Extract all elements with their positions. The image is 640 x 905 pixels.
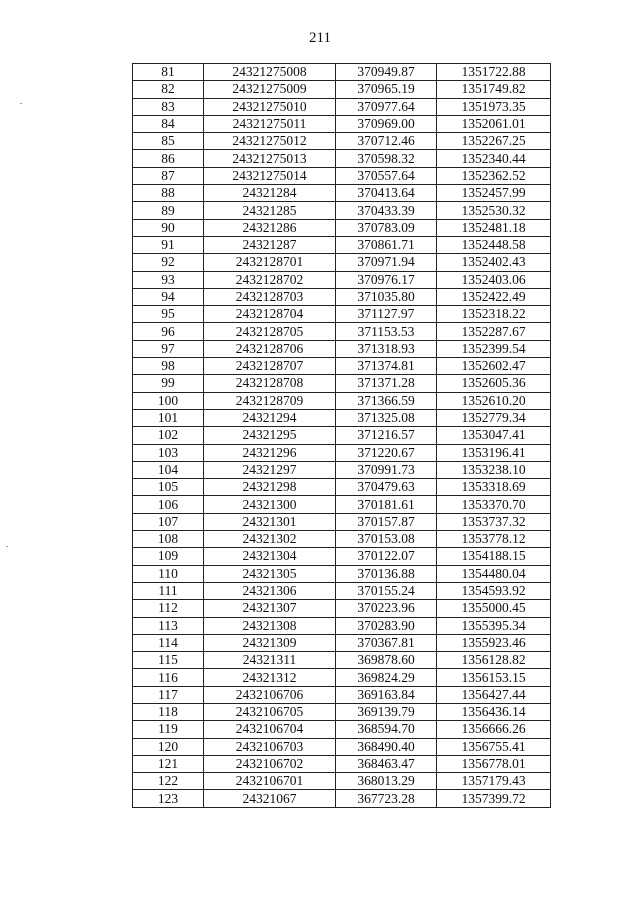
x-coordinate-cell: 370977.64 [336, 98, 437, 115]
point-number-cell: 92 [133, 254, 204, 271]
point-number-cell: 99 [133, 375, 204, 392]
x-coordinate-cell: 370976.17 [336, 271, 437, 288]
point-number-cell: 114 [133, 634, 204, 651]
point-number-cell: 118 [133, 703, 204, 720]
table-row [133, 306, 551, 323]
point-number-cell: 86 [133, 150, 204, 167]
y-coordinate-cell: 1352448.58 [437, 236, 551, 253]
point-number-cell: 103 [133, 444, 204, 461]
table-row [133, 582, 551, 599]
point-id-cell: 24321285 [204, 202, 336, 219]
point-id-cell: 24321304 [204, 548, 336, 565]
table-row [133, 167, 551, 184]
point-number-cell: 87 [133, 167, 204, 184]
point-number-cell: 94 [133, 288, 204, 305]
point-number-cell: 120 [133, 738, 204, 755]
y-coordinate-cell: 1352481.18 [437, 219, 551, 236]
point-number-cell: 100 [133, 392, 204, 409]
table-row [133, 202, 551, 219]
x-coordinate-cell: 371127.97 [336, 306, 437, 323]
table-row [133, 219, 551, 236]
x-coordinate-cell: 370433.39 [336, 202, 437, 219]
y-coordinate-cell: 1352610.20 [437, 392, 551, 409]
table-row [133, 790, 551, 807]
point-number-cell: 101 [133, 409, 204, 426]
point-number-cell: 81 [133, 64, 204, 81]
y-coordinate-cell: 1352340.44 [437, 150, 551, 167]
y-coordinate-cell: 1352362.52 [437, 167, 551, 184]
y-coordinate-cell: 1354188.15 [437, 548, 551, 565]
y-coordinate-cell: 1351722.88 [437, 64, 551, 81]
table-row [133, 721, 551, 738]
table-row [133, 358, 551, 375]
table-row [133, 288, 551, 305]
point-id-cell: 24321275009 [204, 81, 336, 98]
table-row [133, 271, 551, 288]
table-row [133, 686, 551, 703]
point-number-cell: 121 [133, 755, 204, 772]
y-coordinate-cell: 1352061.01 [437, 115, 551, 132]
y-coordinate-cell: 1353047.41 [437, 427, 551, 444]
point-id-cell: 24321275014 [204, 167, 336, 184]
point-id-cell: 24321287 [204, 236, 336, 253]
y-coordinate-cell: 1353238.10 [437, 461, 551, 478]
table-row [133, 461, 551, 478]
point-number-cell: 97 [133, 340, 204, 357]
table-row [133, 323, 551, 340]
table-row [133, 185, 551, 202]
y-coordinate-cell: 1356128.82 [437, 652, 551, 669]
x-coordinate-cell: 370949.87 [336, 64, 437, 81]
point-number-cell: 96 [133, 323, 204, 340]
table-row [133, 600, 551, 617]
table-row [133, 409, 551, 426]
x-coordinate-cell: 370157.87 [336, 513, 437, 530]
x-coordinate-cell: 368490.40 [336, 738, 437, 755]
point-id-cell: 24321275011 [204, 115, 336, 132]
point-number-cell: 113 [133, 617, 204, 634]
point-id-cell: 2432128701 [204, 254, 336, 271]
table-row [133, 652, 551, 669]
table-row [133, 340, 551, 357]
table-row [133, 392, 551, 409]
point-id-cell: 24321309 [204, 634, 336, 651]
point-number-cell: 83 [133, 98, 204, 115]
point-id-cell: 2432106706 [204, 686, 336, 703]
point-id-cell: 24321275012 [204, 133, 336, 150]
point-number-cell: 95 [133, 306, 204, 323]
point-id-cell: 2432106701 [204, 773, 336, 790]
point-id-cell: 2432106705 [204, 703, 336, 720]
y-coordinate-cell: 1351973.35 [437, 98, 551, 115]
x-coordinate-cell: 370783.09 [336, 219, 437, 236]
scan-mark [6, 546, 8, 547]
y-coordinate-cell: 1355395.34 [437, 617, 551, 634]
point-id-cell: 24321295 [204, 427, 336, 444]
y-coordinate-cell: 1352422.49 [437, 288, 551, 305]
x-coordinate-cell: 370367.81 [336, 634, 437, 651]
x-coordinate-cell: 369824.29 [336, 669, 437, 686]
table-row [133, 773, 551, 790]
point-id-cell: 24321312 [204, 669, 336, 686]
table-row [133, 81, 551, 98]
point-id-cell: 24321297 [204, 461, 336, 478]
point-number-cell: 108 [133, 531, 204, 548]
y-coordinate-cell: 1352457.99 [437, 185, 551, 202]
point-id-cell: 24321308 [204, 617, 336, 634]
y-coordinate-cell: 1353370.70 [437, 496, 551, 513]
point-number-cell: 88 [133, 185, 204, 202]
x-coordinate-cell: 370223.96 [336, 600, 437, 617]
page-number: 211 [309, 30, 331, 46]
y-coordinate-cell: 1353737.32 [437, 513, 551, 530]
x-coordinate-cell: 370122.07 [336, 548, 437, 565]
x-coordinate-cell: 368594.70 [336, 721, 437, 738]
y-coordinate-cell: 1354480.04 [437, 565, 551, 582]
x-coordinate-cell: 370181.61 [336, 496, 437, 513]
y-coordinate-cell: 1352402.43 [437, 254, 551, 271]
point-id-cell: 24321300 [204, 496, 336, 513]
point-number-cell: 123 [133, 790, 204, 807]
y-coordinate-cell: 1352530.32 [437, 202, 551, 219]
table-row [133, 150, 551, 167]
x-coordinate-cell: 371153.53 [336, 323, 437, 340]
point-id-cell: 2432128702 [204, 271, 336, 288]
x-coordinate-cell: 370136.88 [336, 565, 437, 582]
point-id-cell: 2432106702 [204, 755, 336, 772]
y-coordinate-cell: 1356436.14 [437, 703, 551, 720]
y-coordinate-cell: 1352779.34 [437, 409, 551, 426]
x-coordinate-cell: 369878.60 [336, 652, 437, 669]
point-number-cell: 91 [133, 236, 204, 253]
point-id-cell: 2432128703 [204, 288, 336, 305]
point-id-cell: 2432128707 [204, 358, 336, 375]
table-row [133, 444, 551, 461]
x-coordinate-cell: 371220.67 [336, 444, 437, 461]
point-id-cell: 24321298 [204, 479, 336, 496]
point-id-cell: 2432128706 [204, 340, 336, 357]
y-coordinate-cell: 1356427.44 [437, 686, 551, 703]
table-row [133, 236, 551, 253]
y-coordinate-cell: 1355923.46 [437, 634, 551, 651]
point-id-cell: 24321296 [204, 444, 336, 461]
x-coordinate-cell: 370712.46 [336, 133, 437, 150]
point-number-cell: 106 [133, 496, 204, 513]
point-number-cell: 93 [133, 271, 204, 288]
x-coordinate-cell: 370971.94 [336, 254, 437, 271]
y-coordinate-cell: 1357399.72 [437, 790, 551, 807]
point-id-cell: 2432128704 [204, 306, 336, 323]
x-coordinate-cell: 367723.28 [336, 790, 437, 807]
y-coordinate-cell: 1356153.15 [437, 669, 551, 686]
point-number-cell: 107 [133, 513, 204, 530]
x-coordinate-cell: 370861.71 [336, 236, 437, 253]
y-coordinate-cell: 1352318.22 [437, 306, 551, 323]
point-id-cell: 24321286 [204, 219, 336, 236]
x-coordinate-cell: 371318.93 [336, 340, 437, 357]
x-coordinate-cell: 369139.79 [336, 703, 437, 720]
y-coordinate-cell: 1356755.41 [437, 738, 551, 755]
point-id-cell: 24321275013 [204, 150, 336, 167]
x-coordinate-cell: 370153.08 [336, 531, 437, 548]
x-coordinate-cell: 371216.57 [336, 427, 437, 444]
point-number-cell: 84 [133, 115, 204, 132]
x-coordinate-cell: 370479.63 [336, 479, 437, 496]
x-coordinate-cell: 368463.47 [336, 755, 437, 772]
table-row [133, 513, 551, 530]
point-number-cell: 116 [133, 669, 204, 686]
point-id-cell: 2432128709 [204, 392, 336, 409]
y-coordinate-cell: 1352403.06 [437, 271, 551, 288]
x-coordinate-cell: 370965.19 [336, 81, 437, 98]
y-coordinate-cell: 1355000.45 [437, 600, 551, 617]
table-row [133, 738, 551, 755]
x-coordinate-cell: 370991.73 [336, 461, 437, 478]
x-coordinate-cell: 370283.90 [336, 617, 437, 634]
table-row [133, 98, 551, 115]
table-row [133, 669, 551, 686]
table-row [133, 133, 551, 150]
point-id-cell: 24321305 [204, 565, 336, 582]
point-id-cell: 2432106703 [204, 738, 336, 755]
y-coordinate-cell: 1356778.01 [437, 755, 551, 772]
point-id-cell: 24321302 [204, 531, 336, 548]
table-row [133, 755, 551, 772]
y-coordinate-cell: 1352287.67 [437, 323, 551, 340]
x-coordinate-cell: 368013.29 [336, 773, 437, 790]
point-number-cell: 104 [133, 461, 204, 478]
table-row [133, 479, 551, 496]
point-number-cell: 102 [133, 427, 204, 444]
point-id-cell: 24321294 [204, 409, 336, 426]
y-coordinate-cell: 1356666.26 [437, 721, 551, 738]
table-row [133, 496, 551, 513]
point-id-cell: 2432128708 [204, 375, 336, 392]
point-id-cell: 24321067 [204, 790, 336, 807]
point-number-cell: 82 [133, 81, 204, 98]
point-id-cell: 24321306 [204, 582, 336, 599]
table-row [133, 565, 551, 582]
point-number-cell: 115 [133, 652, 204, 669]
point-number-cell: 89 [133, 202, 204, 219]
table-row [133, 703, 551, 720]
y-coordinate-cell: 1352605.36 [437, 375, 551, 392]
point-number-cell: 117 [133, 686, 204, 703]
table-row [133, 375, 551, 392]
table-row [133, 617, 551, 634]
point-number-cell: 105 [133, 479, 204, 496]
point-number-cell: 90 [133, 219, 204, 236]
x-coordinate-cell: 369163.84 [336, 686, 437, 703]
point-number-cell: 119 [133, 721, 204, 738]
x-coordinate-cell: 371366.59 [336, 392, 437, 409]
x-coordinate-cell: 371035.80 [336, 288, 437, 305]
y-coordinate-cell: 1353778.12 [437, 531, 551, 548]
y-coordinate-cell: 1352602.47 [437, 358, 551, 375]
point-number-cell: 109 [133, 548, 204, 565]
x-coordinate-cell: 371371.28 [336, 375, 437, 392]
x-coordinate-cell: 370598.32 [336, 150, 437, 167]
point-id-cell: 24321275010 [204, 98, 336, 115]
table-row [133, 64, 551, 81]
coordinates-table-body [133, 64, 551, 808]
x-coordinate-cell: 370155.24 [336, 582, 437, 599]
point-id-cell: 24321311 [204, 652, 336, 669]
point-id-cell: 24321275008 [204, 64, 336, 81]
x-coordinate-cell: 371325.08 [336, 409, 437, 426]
scan-mark [20, 103, 22, 104]
table-row [133, 115, 551, 132]
point-number-cell: 110 [133, 565, 204, 582]
y-coordinate-cell: 1353318.69 [437, 479, 551, 496]
point-id-cell: 24321307 [204, 600, 336, 617]
x-coordinate-cell: 370413.64 [336, 185, 437, 202]
y-coordinate-cell: 1352399.54 [437, 340, 551, 357]
coordinates-table [132, 63, 551, 808]
y-coordinate-cell: 1351749.82 [437, 81, 551, 98]
point-id-cell: 2432106704 [204, 721, 336, 738]
y-coordinate-cell: 1353196.41 [437, 444, 551, 461]
y-coordinate-cell: 1354593.92 [437, 582, 551, 599]
point-id-cell: 24321284 [204, 185, 336, 202]
table-row [133, 548, 551, 565]
table-row [133, 254, 551, 271]
point-number-cell: 85 [133, 133, 204, 150]
x-coordinate-cell: 370557.64 [336, 167, 437, 184]
table-row [133, 427, 551, 444]
point-number-cell: 112 [133, 600, 204, 617]
table-row [133, 634, 551, 651]
table-row [133, 531, 551, 548]
point-id-cell: 2432128705 [204, 323, 336, 340]
point-id-cell: 24321301 [204, 513, 336, 530]
point-number-cell: 122 [133, 773, 204, 790]
x-coordinate-cell: 371374.81 [336, 358, 437, 375]
x-coordinate-cell: 370969.00 [336, 115, 437, 132]
y-coordinate-cell: 1357179.43 [437, 773, 551, 790]
y-coordinate-cell: 1352267.25 [437, 133, 551, 150]
point-number-cell: 98 [133, 358, 204, 375]
point-number-cell: 111 [133, 582, 204, 599]
